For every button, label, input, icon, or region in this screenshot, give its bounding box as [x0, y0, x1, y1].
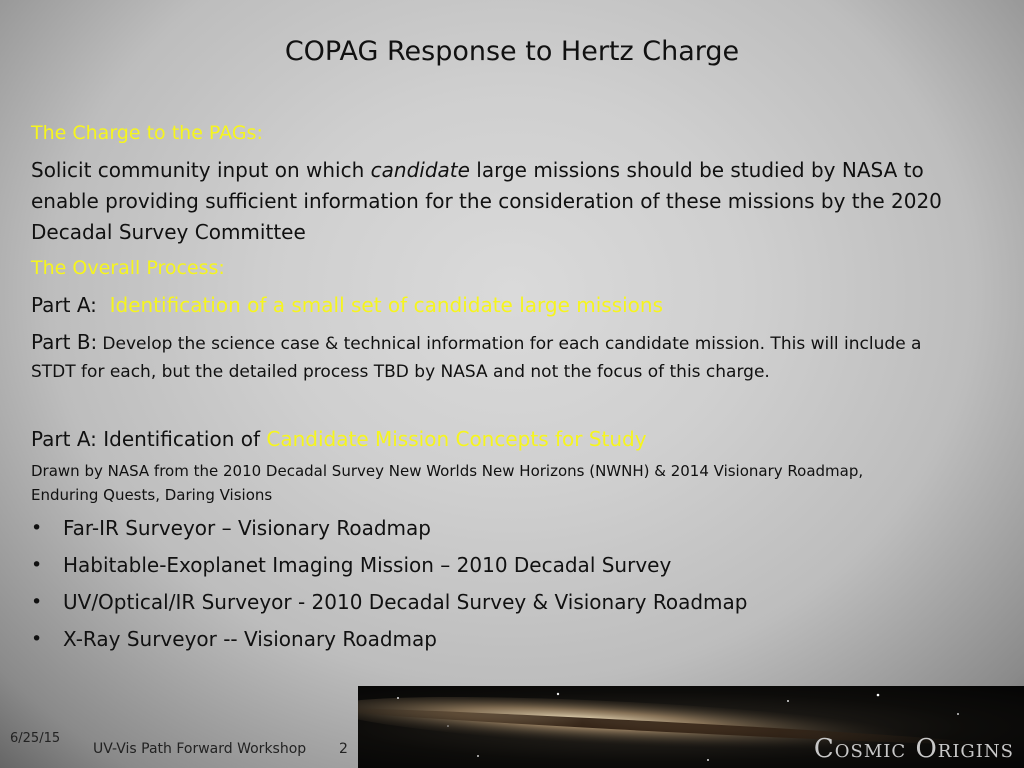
bullet-icon: •: [31, 517, 43, 539]
charge-text-line-2: enable providing sufficient information for the consideration of these missions by the 2020: [31, 189, 942, 213]
charge-heading: The Charge to the PAGs:: [31, 122, 263, 144]
cosmic-origins-logo-text: Cosmic Origins: [813, 734, 1014, 764]
drawn-by-line-2: Enduring Quests, Daring Visions: [31, 486, 273, 504]
charge-text-line-3: Decadal Survey Committee: [31, 220, 306, 244]
charge-text-pre: Solicit community input on which: [31, 158, 371, 182]
charge-text-post: large missions should be studied by NASA to: [469, 158, 924, 182]
bullet-icon: •: [31, 554, 43, 576]
part-b-text-line-2: STDT for each, but the detailed process TBD by NASA and not the focus of this charge.: [31, 362, 770, 382]
slide-title: COPAG Response to Hertz Charge: [284, 36, 740, 67]
drawn-by-line-1: Drawn by NASA from the 2010 Decadal Survey New Worlds New Horizons (NWNH) & 2014 Visionary Roadmap,: [31, 462, 864, 480]
footer-workshop-title: UV-Vis Path Forward Workshop: [93, 741, 307, 757]
list-item: UV/Optical/IR Surveyor - 2010 Decadal Survey & Visionary Roadmap: [63, 590, 748, 614]
part-b-label: Part B:: [31, 330, 98, 354]
part-b-text: Develop the science case & technical information for each candidate mission. This will include a: [102, 334, 922, 354]
part-b-line: [31, 330, 921, 354]
list-item: Far-IR Surveyor – Visionary Roadmap: [63, 516, 431, 540]
page-number: 2: [339, 741, 348, 757]
part-a-text: Identification of a small set of candidate large missions: [109, 293, 664, 317]
section-heading: [31, 427, 647, 451]
bullet-icon: •: [31, 628, 43, 650]
section-label: Part A: Identification of: [31, 427, 267, 451]
cosmic-origins-banner: [358, 686, 1024, 768]
process-heading: The Overall Process:: [31, 257, 225, 279]
footer-date: 6/25/15: [10, 731, 61, 746]
list-item: Habitable-Exoplanet Imaging Mission – 2010 Decadal Survey: [63, 553, 672, 577]
charge-text-emphasis: candidate: [370, 158, 470, 182]
list-item: X-Ray Surveyor -- Visionary Roadmap: [63, 627, 437, 651]
bullet-icon: •: [31, 591, 43, 613]
part-a-label: Part A:: [31, 293, 97, 317]
part-a-line: [31, 293, 663, 317]
charge-text-line-1: [31, 158, 924, 182]
section-highlight: Candidate Mission Concepts for Study: [266, 427, 647, 451]
